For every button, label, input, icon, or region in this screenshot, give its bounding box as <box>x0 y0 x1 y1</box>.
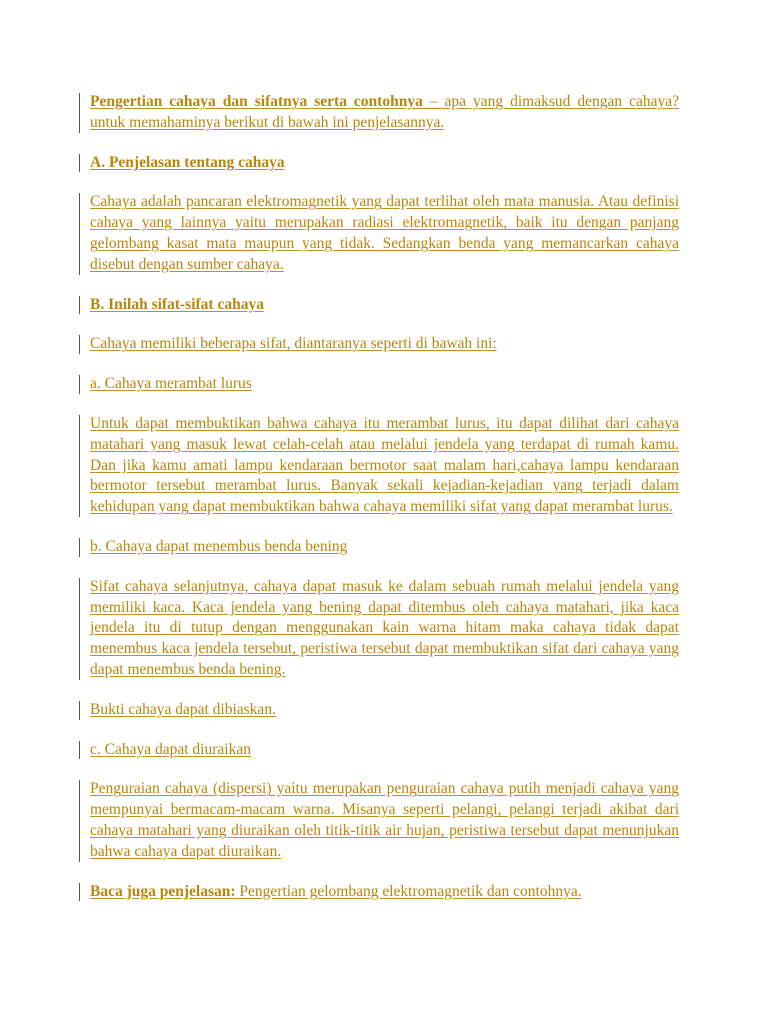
property-c-heading[interactable]: c. Cahaya dapat diuraikan <box>79 740 679 761</box>
section-b-heading[interactable]: B. Inilah sifat-sifat cahaya <box>79 295 679 316</box>
read-also-link[interactable]: Pengertian gelombang elektromagnetik dan contohnya. <box>235 882 582 900</box>
intro-text[interactable]: – apa yang dimaksud dengan cahaya? untuk memahaminya berikut di bawah ini penjelasannya. <box>90 93 679 131</box>
property-c-body[interactable]: Penguraian cahaya (dispersi) yaitu merupakan penguraian cahaya putih menjadi cahaya yang mempunyai bermacam-macam warna. Misanya seperti pelangi, pelangi terjadi akibat dari cahaya matahari yang diuraikan oleh titik-titik air hujan, peristiwa tersebut dapat menunjukan bahwa cahaya dapat diuraikan. <box>79 779 679 862</box>
section-b-intro[interactable]: Cahaya memiliki beberapa sifat, diantaranya seperti di bawah ini: <box>79 334 679 355</box>
section-a-body[interactable]: Cahaya adalah pancaran elektromagnetik yang dapat terlihat oleh mata manusia. Atau definisi cahaya yang lainnya yaitu merupakan radiasi elektromagnetik, baik itu dengan panjang gelombang kasat mata maupun yang tidak. Sedangkan benda yang memancarkan cahaya disebut dengan sumber cahaya. <box>79 192 679 275</box>
document-page <box>79 92 679 921</box>
read-also-label: Baca juga penjelasan: <box>90 882 236 900</box>
intro-title-link[interactable]: Pengertian cahaya dan sifatnya serta contohnya <box>90 93 423 110</box>
property-a-heading[interactable]: a. Cahaya merambat lurus <box>79 374 679 395</box>
property-b-heading[interactable]: b. Cahaya dapat menembus benda bening <box>79 537 679 558</box>
property-a-body[interactable]: Untuk dapat membuktikan bahwa cahaya itu merambat lurus, itu dapat dilihat dari cahaya matahari yang masuk lewat celah-celah atau melalui jendela yang terdapat di rumah kamu. Dan jika kamu amati lampu kendaraan bermotor saat malam hari,cahaya lampu kendaraan bermotor tersebut merambat lurus. Banyak sekali kejadian-kejadian yang terjadi dalam kehidupan yang dapat membuktikan bahwa cahaya memiliki sifat yang dapat merambat lurus. <box>79 414 679 518</box>
read-also-paragraph[interactable] <box>79 882 679 903</box>
section-a-heading[interactable]: A. Penjelasan tentang cahaya <box>79 153 679 174</box>
refraction-link[interactable]: Bukti cahaya dapat dibiaskan. <box>79 700 679 721</box>
intro-paragraph[interactable] <box>79 92 679 134</box>
property-b-body[interactable]: Sifat cahaya selanjutnya, cahaya dapat masuk ke dalam sebuah rumah melalui jendela yang memiliki kaca. Kaca jendela yang bening dapat ditembus oleh cahaya matahari, jika kaca jendela itu di tutup dengan menggunakan kain warna hitam maka cahaya tidak dapat menembus kaca jendela tersebut, peristiwa tersebut dapat membuktikan sifat dari cahaya yang dapat menembus benda bening. <box>79 577 679 681</box>
